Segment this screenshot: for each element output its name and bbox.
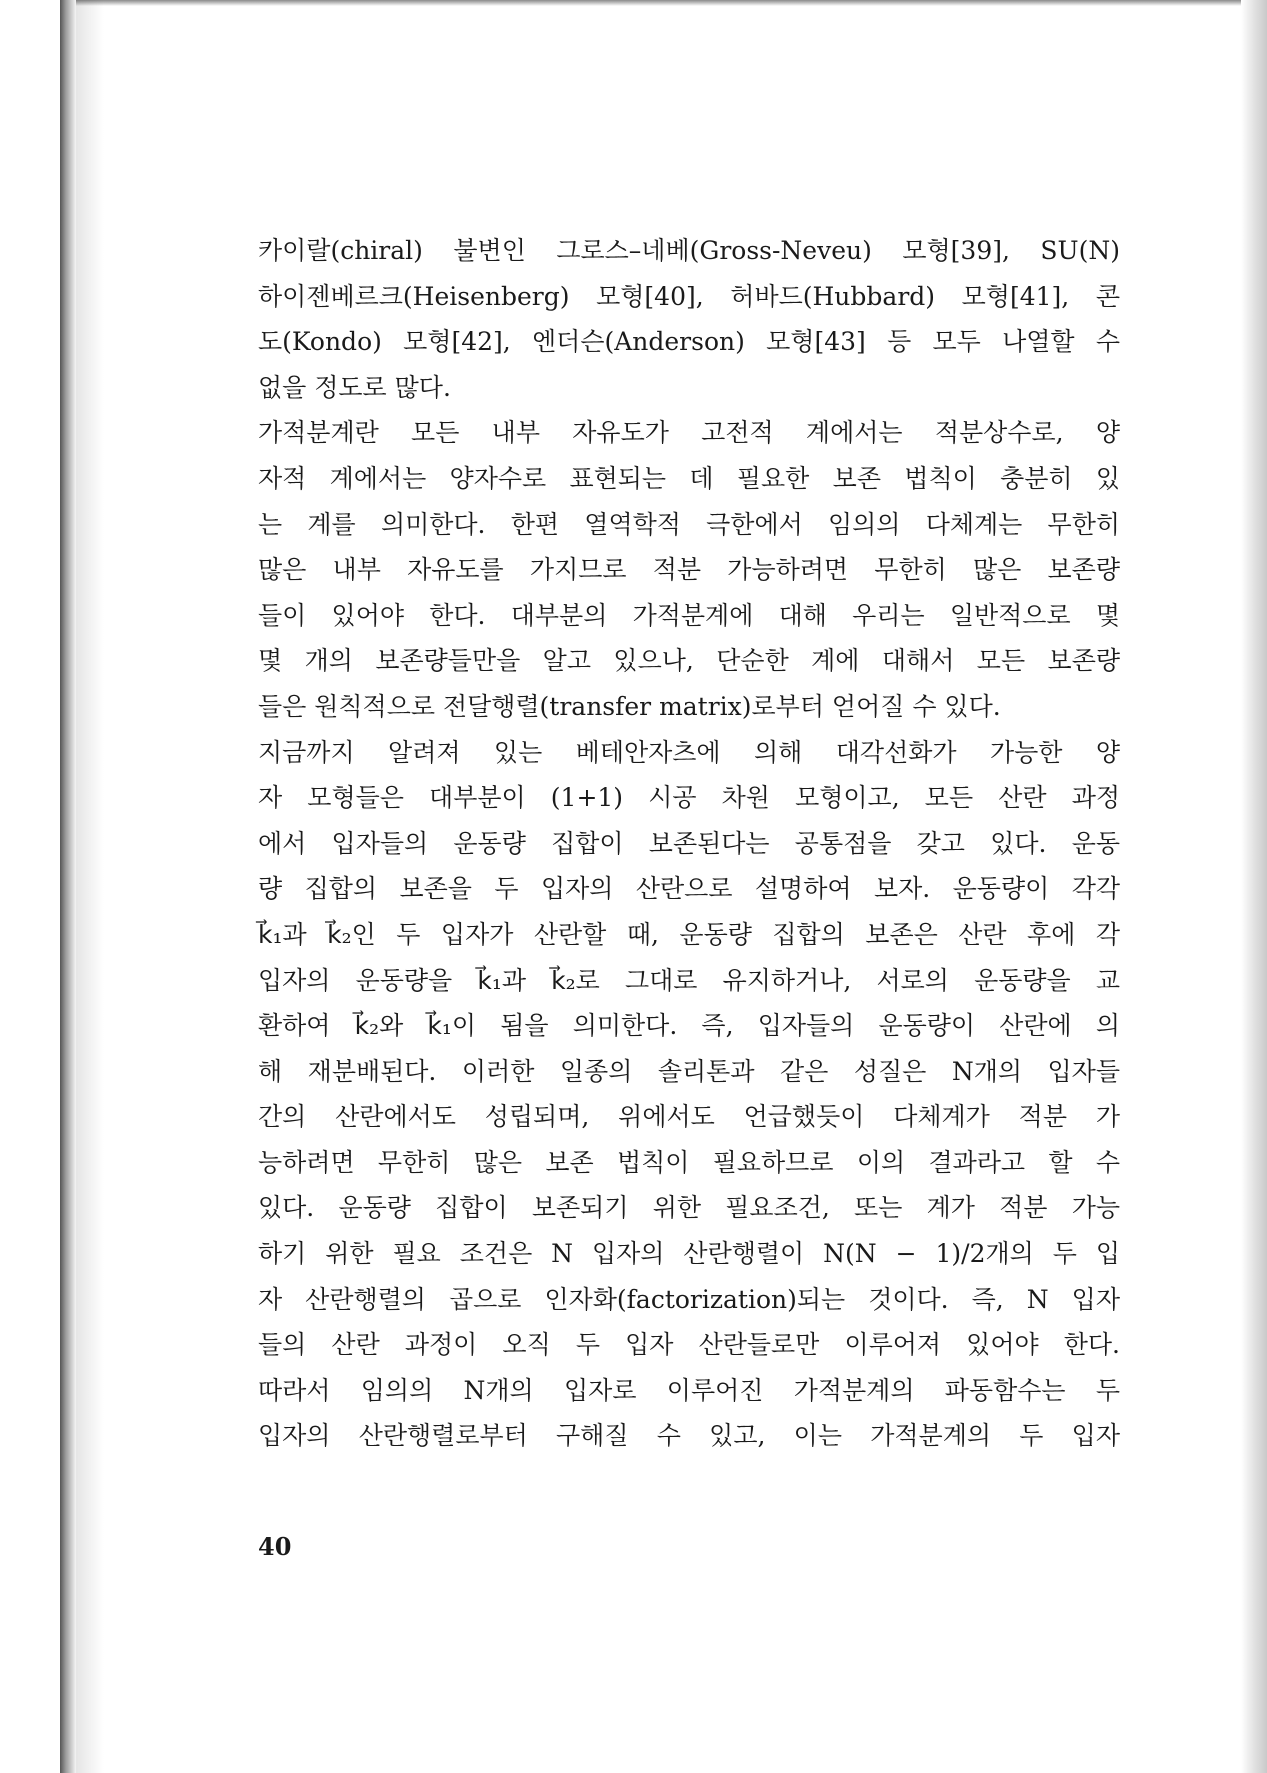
text-line: 도(Kondo) 모형[42], 엔더슨(Anderson) 모형[43] 등 모두 나열할 수 <box>258 327 1120 357</box>
text-line: 에서 입자들의 운동량 집합이 보존된다는 공통점을 갖고 있다. 운동 <box>258 828 1120 858</box>
paragraph-2 <box>258 410 1120 729</box>
text-line: 입자의 운동량을 k⃗₁과 k⃗₂로 그대로 유지하거나, 서로의 운동량을 교 <box>258 965 1120 995</box>
text-line: 따라서 임의의 N개의 입자로 이루어진 가적분계의 파동함수는 두 <box>258 1375 1120 1405</box>
text-line: 하기 위한 필요 조건은 N 입자의 산란행렬이 N(N − 1)/2개의 두 입 <box>258 1239 1120 1269</box>
paragraph-1 <box>258 228 1120 410</box>
text-line: 지금까지 알려져 있는 베테안자츠에 의해 대각선화가 가능한 양 <box>258 737 1120 767</box>
text-line: 량 집합의 보존을 두 입자의 산란으로 설명하여 보자. 운동량이 각각 <box>258 874 1120 904</box>
page-right-edge <box>1241 0 1267 1773</box>
text-line: 들은 원칙적으로 전달행렬(transfer matrix)로부터 얻어질 수 있다. <box>258 691 1001 721</box>
text-line: 몇 개의 보존량들만을 알고 있으나, 단순한 계에 대해서 모든 보존량 <box>258 646 1120 676</box>
text-line: 없을 정도로 많다. <box>258 372 451 402</box>
paragraph-3 <box>258 730 1120 1460</box>
text-line: 들의 산란 과정이 오직 두 입자 산란들로만 이루어져 있어야 한다. <box>258 1330 1120 1360</box>
book-binding-edge <box>60 0 76 1773</box>
text-line: 가적분계란 모든 내부 자유도가 고전적 계에서는 적분상수로, 양 <box>258 418 1120 448</box>
text-line: 자적 계에서는 양자수로 표현되는 데 필요한 보존 법칙이 충분히 있 <box>258 463 1120 493</box>
text-line: 해 재분배된다. 이러한 일종의 솔리톤과 같은 성질은 N개의 입자들 <box>258 1056 1120 1086</box>
text-line: 많은 내부 자유도를 가지므로 적분 가능하려면 무한히 많은 보존량 <box>258 555 1120 585</box>
binding-shadow <box>76 0 104 1773</box>
text-line: 들이 있어야 한다. 대부분의 가적분계에 대해 우리는 일반적으로 몇 <box>258 600 1120 630</box>
text-line: 간의 산란에서도 성립되며, 위에서도 언급했듯이 다체계가 적분 가 <box>258 1102 1120 1132</box>
text-line: 하이젠베르크(Heisenberg) 모형[40], 허바드(Hubbard) 모형[41], 콘 <box>258 281 1120 311</box>
text-line: 환하여 k⃗₂와 k⃗₁이 됨을 의미한다. 즉, 입자들의 운동량이 산란에 의 <box>258 1011 1120 1041</box>
text-line: 자 모형들은 대부분이 (1+1) 시공 차원 모형이고, 모든 산란 과정 <box>258 783 1120 813</box>
text-line: 자 산란행렬의 곱으로 인자화(factorization)되는 것이다. 즉, N 입자 <box>258 1284 1120 1314</box>
page-number: 40 <box>258 1532 292 1561</box>
page-top-edge <box>60 0 1267 6</box>
text-line: 입자의 산란행렬로부터 구해질 수 있고, 이는 가적분계의 두 입자 <box>258 1421 1120 1451</box>
text-line: 는 계를 의미한다. 한편 열역학적 극한에서 임의의 다체계는 무한히 <box>258 509 1120 539</box>
text-line: 카이랄(chiral) 불변인 그로스–네베(Gross-Neveu) 모형[39], SU(N) <box>258 236 1120 265</box>
text-line: 있다. 운동량 집합이 보존되기 위한 필요조건, 또는 계가 적분 가능 <box>258 1193 1120 1223</box>
body-text <box>258 228 1120 1459</box>
text-line: k⃗₁과 k⃗₂인 두 입자가 산란할 때, 운동량 집합의 보존은 산란 후에 각 <box>258 919 1120 949</box>
text-line: 능하려면 무한히 많은 보존 법칙이 필요하므로 이의 결과라고 할 수 <box>258 1147 1120 1177</box>
